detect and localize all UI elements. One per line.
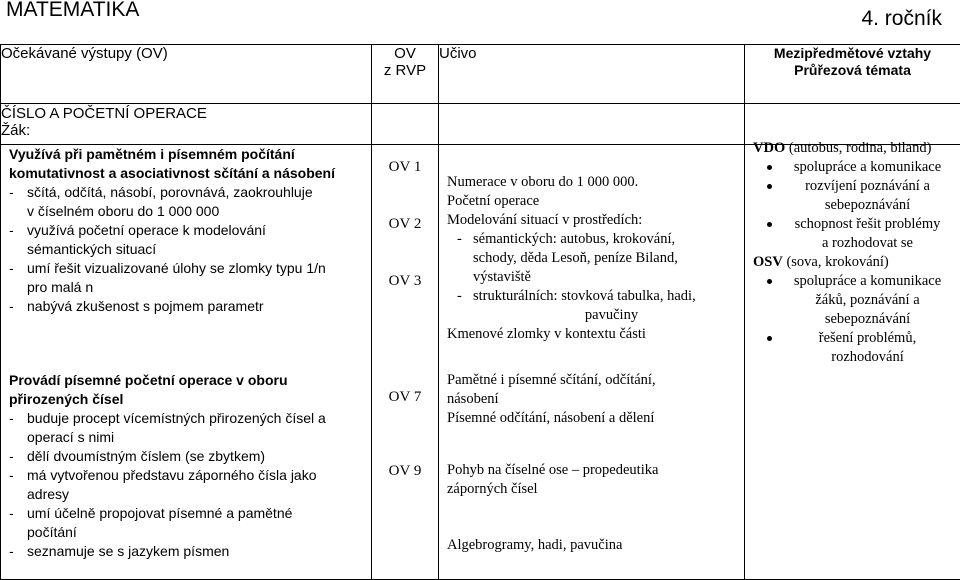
dash-bullet-icon: -: [9, 542, 14, 561]
bullet-icon: [767, 165, 772, 170]
vdo-item: [753, 158, 956, 177]
item-text: sémantických situací: [27, 240, 367, 259]
item-text: pro malá n: [27, 278, 367, 297]
outputs-block-1: [9, 145, 367, 316]
item-text: adresy: [27, 485, 367, 504]
grade-label: 4. ročník: [861, 7, 942, 31]
item-text: výstaviště: [473, 268, 740, 287]
ov-code: OV 1: [372, 159, 438, 176]
bullet-icon: [767, 336, 772, 341]
dash-bullet-icon: -: [9, 183, 14, 202]
ov-rvp-header: [372, 45, 439, 104]
block2-item: [9, 504, 367, 542]
block2-heading-1: Provádí písemné početní operace v oboru: [9, 371, 367, 390]
ov-code: OV 9: [372, 463, 438, 480]
item-text: spolupráce a komunikace: [779, 272, 956, 291]
content-operace: Početní operace: [447, 192, 740, 211]
item-text: seznamuje se s jazykem písmen: [27, 542, 367, 561]
block1-item: [9, 183, 367, 221]
vdo-detail: (autobus, rodina, biland): [785, 140, 931, 156]
content-cell: [439, 145, 745, 580]
subject-title: MATEMATIKA: [6, 0, 139, 22]
ov-code: OV 7: [372, 389, 438, 406]
osv-line: [753, 253, 956, 272]
block1-heading-2: komutativnost a asociativnost sčítání a násobení: [9, 164, 367, 183]
outputs-cell: [1, 145, 372, 580]
cross-header: [745, 45, 960, 104]
pupil-label: Žák:: [1, 122, 371, 139]
content-pohyb-cont: záporných čísel: [447, 480, 740, 499]
ov-rvp-header-line2: z RVP: [372, 62, 438, 79]
bullet-icon: [767, 184, 772, 189]
vdo-label: VDO: [753, 140, 785, 156]
item-text: řešení problémů,: [779, 329, 956, 348]
item-text: buduje procept vícemístných přirozených čísel a: [27, 409, 367, 428]
item-text: schopnost řešit problémy: [779, 215, 956, 234]
item-text: v číselném oboru do 1 000 000: [27, 202, 367, 221]
content-semantic: [447, 230, 740, 287]
section-content-cell: [439, 104, 745, 145]
item-text: a rozhodovat se: [779, 234, 956, 253]
block1-heading-1: Využívá při pamětném i písemném počítání: [9, 145, 367, 164]
outputs-header: Očekávané výstupy (OV): [1, 45, 372, 104]
content-pametne: Pamětné i písemné sčítání, odčítání,: [447, 371, 740, 390]
item-text: má vytvořenou představu záporného čísla jako: [27, 466, 367, 485]
item-text: počítání: [27, 523, 367, 542]
bullet-icon: [767, 279, 772, 284]
item-text: spolupráce a komunikace: [779, 158, 956, 177]
dash-bullet-icon: -: [9, 259, 14, 278]
content-zlomky: Kmenové zlomky v kontextu části: [447, 325, 740, 344]
item-text: rozhodování: [779, 348, 956, 367]
ov-rvp-header-line1: OV: [372, 45, 438, 62]
block1-item: [9, 221, 367, 259]
content-block-3: [447, 461, 740, 499]
item-text: rozvíjení poznávání a: [779, 177, 956, 196]
vdo-line: [753, 139, 956, 158]
item-text: umí řešit vizualizované úlohy se zlomky typu 1/n: [27, 259, 367, 278]
item-text: sčítá, odčítá, násobí, porovnává, zaokrouhluje: [27, 183, 367, 202]
dash-bullet-icon: -: [9, 221, 14, 240]
cross-list: [753, 139, 956, 367]
block2-item: [9, 466, 367, 504]
content-pisemne: Písemné odčítání, násobení a dělení: [447, 409, 740, 428]
item-text: nabývá zkušenost s pojmem parametr: [27, 297, 367, 316]
title-bar: [0, 0, 960, 40]
dash-bullet-icon: -: [457, 287, 462, 306]
content-structural: [447, 287, 740, 325]
dash-bullet-icon: -: [457, 230, 462, 249]
content-pametne-cont: násobení: [447, 390, 740, 409]
osv-detail: (sova, krokování): [783, 254, 889, 270]
block2-item: [9, 447, 367, 466]
vdo-item: [753, 215, 956, 253]
dash-bullet-icon: -: [9, 297, 14, 316]
ov-code: OV 2: [372, 216, 438, 233]
block1-item: [9, 259, 367, 297]
item-text: sebepoznávání: [779, 310, 956, 329]
item-text: strukturálních: stovková tabulka, hadi,: [473, 287, 740, 306]
header-row: [1, 45, 960, 104]
item-text: využívá početní operace k modelování: [27, 221, 367, 240]
item-text: žáků, poznávání a: [779, 291, 956, 310]
dash-bullet-icon: -: [9, 409, 14, 428]
osv-label: OSV: [753, 254, 783, 270]
dash-bullet-icon: -: [9, 504, 14, 523]
osv-item: [753, 329, 956, 367]
osv-item: [753, 272, 956, 329]
item-text: operací s nimi: [27, 428, 367, 447]
section-title: ČÍSLO A POČETNÍ OPERACE: [1, 104, 371, 122]
item-text: schody, děda Lesoň, peníze Biland,: [473, 249, 740, 268]
block2-item: [9, 409, 367, 447]
content-block-1: [447, 173, 740, 344]
ov-code: OV 3: [372, 273, 438, 290]
block2-item: [9, 542, 367, 561]
block2-heading-2: přirozených čísel: [9, 390, 367, 409]
content-algebrogramy: Algebrogramy, hadi, pavučina: [447, 536, 740, 555]
item-text: sebepoznávání: [779, 196, 956, 215]
item-text: dělí dvoumístným číslem (se zbytkem): [27, 447, 367, 466]
dash-bullet-icon: -: [9, 466, 14, 485]
content-numerace: Numerace v oboru do 1 000 000.: [447, 173, 740, 192]
vdo-item: [753, 177, 956, 215]
body-row: [1, 145, 960, 580]
item-text: sémantických: autobus, krokování,: [473, 230, 740, 249]
cross-header-line1: Mezipředmětové vztahy: [745, 45, 960, 62]
content-modelovani: Modelování situací v prostředích:: [447, 211, 740, 230]
section-cell: [1, 104, 372, 145]
curriculum-table: [0, 44, 960, 580]
outputs-block-2: [9, 371, 367, 561]
cross-header-line2: Průřezová témata: [745, 62, 960, 79]
ov-codes-cell: [372, 145, 439, 580]
content-header: Učivo: [439, 45, 745, 104]
content-block-2: [447, 371, 740, 428]
bullet-icon: [767, 222, 772, 227]
block1-item: [9, 297, 367, 316]
content-pohyb: Pohyb na číselné ose – propedeutika: [447, 461, 740, 480]
cross-cell: [745, 145, 960, 580]
dash-bullet-icon: -: [9, 447, 14, 466]
item-text: pavučiny: [473, 306, 740, 325]
item-text: umí účelně propojovat písemné a pamětné: [27, 504, 367, 523]
section-ov-cell: [372, 104, 439, 145]
